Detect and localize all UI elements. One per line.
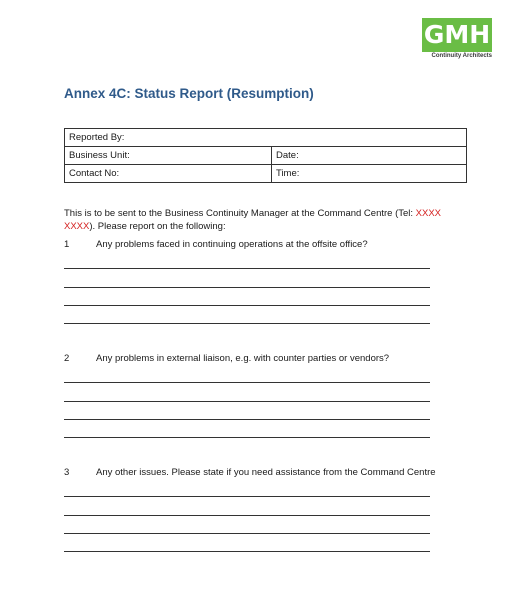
question-number: 3 — [64, 467, 70, 478]
logo-tagline: Continuity Architects — [431, 53, 492, 59]
answer-line[interactable] — [64, 419, 430, 420]
tel-placeholder: XXXX — [415, 208, 442, 219]
business-unit-field[interactable]: Business Unit: — [65, 147, 272, 165]
answer-line[interactable] — [64, 401, 430, 402]
page-title: Annex 4C: Status Report (Resumption) — [64, 86, 314, 101]
time-field[interactable]: Time: — [272, 165, 467, 183]
question-number: 1 — [64, 239, 70, 250]
instructions-paragraph — [64, 207, 464, 233]
question-2 — [64, 353, 389, 364]
answer-line[interactable] — [64, 305, 430, 306]
question-1 — [64, 239, 368, 250]
answer-line[interactable] — [64, 437, 430, 438]
question-text: Any problems faced in continuing operations at the offsite office? — [96, 239, 368, 250]
question-text: Any other issues. Please state if you need assistance from the Command Centre — [96, 467, 436, 478]
table-row — [65, 165, 467, 183]
report-info-table — [64, 128, 467, 183]
reported-by-field[interactable]: Reported By: — [65, 129, 467, 147]
table-row — [65, 129, 467, 147]
intro-text: This is to be sent to the Business Continuity Manager at the Command Centre (Tel: — [64, 208, 416, 219]
answer-line[interactable] — [64, 287, 430, 288]
answer-line[interactable] — [64, 533, 430, 534]
contact-no-field[interactable]: Contact No: — [65, 165, 272, 183]
answer-line[interactable] — [64, 382, 430, 383]
answer-line[interactable] — [64, 551, 430, 552]
question-3 — [64, 467, 436, 478]
question-number: 2 — [64, 353, 70, 364]
intro-text: ). Please report on the following: — [89, 221, 226, 232]
tel-placeholder: XXXX — [64, 221, 90, 232]
question-text: Any problems in external liaison, e.g. with counter parties or vendors? — [96, 353, 390, 364]
gmh-logo — [422, 18, 495, 59]
answer-line[interactable] — [64, 515, 430, 516]
answer-line[interactable] — [64, 496, 430, 497]
answer-line[interactable] — [64, 268, 430, 269]
logo-mark: GMH — [422, 18, 492, 52]
table-row — [65, 147, 467, 165]
date-field[interactable]: Date: — [272, 147, 467, 165]
answer-line[interactable] — [64, 323, 430, 324]
